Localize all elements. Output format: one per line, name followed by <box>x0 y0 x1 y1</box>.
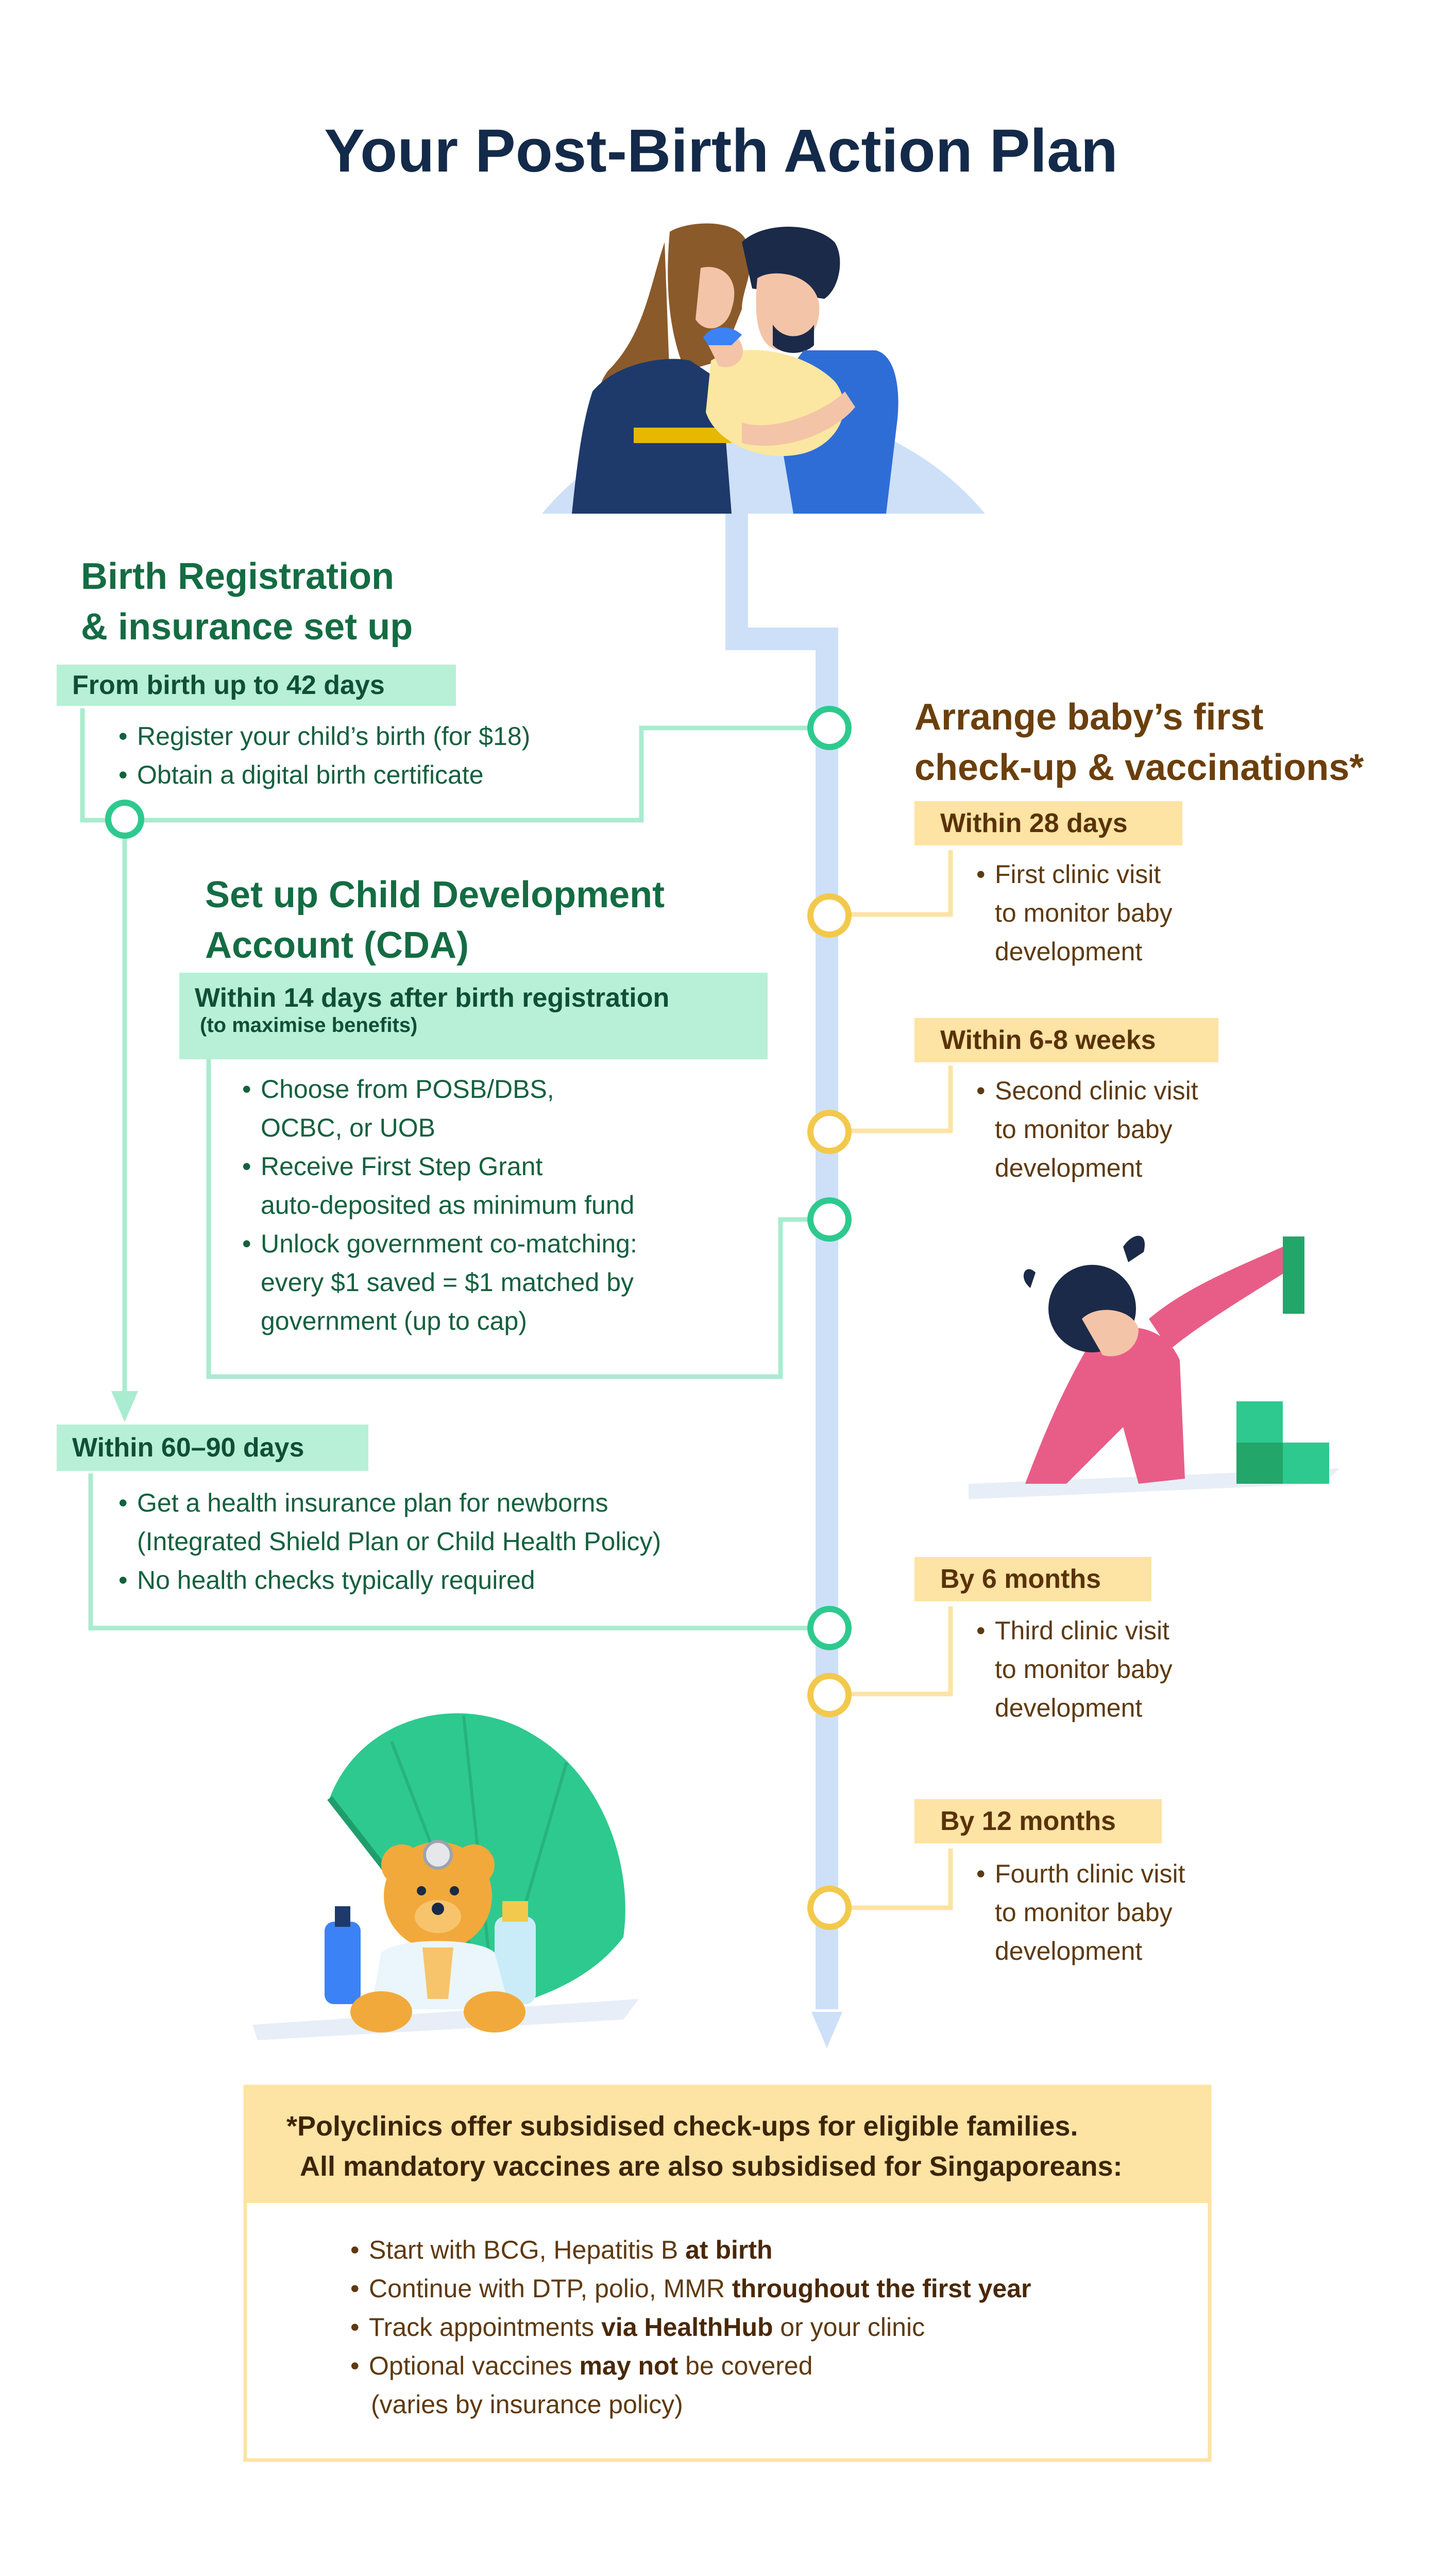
node-birth-box <box>108 803 141 836</box>
note-list <box>350 2231 1031 2424</box>
visit4-timing: By 12 months <box>914 1799 1162 1843</box>
insurance-timing: Within 60–90 days <box>57 1425 368 1471</box>
node-birth-registration <box>810 709 849 747</box>
list-item: • Third clinic visit to monitor baby development <box>976 1612 1173 1727</box>
list-item: • Unlock government co-matching: every $1 saved = $1 matched by government (up to cap) <box>242 1225 637 1341</box>
toddler-with-blocks-illustration <box>969 1236 1339 1499</box>
list-item: • Track appointments via HealthHub or your clinic <box>350 2308 1031 2347</box>
list-item: • Obtain a digital birth certificate <box>118 756 530 794</box>
birth-registration-list <box>118 717 530 794</box>
visit2-list <box>976 1072 1198 1188</box>
list-item: • Register your child’s birth (for $18) <box>118 717 530 756</box>
list-item: • Choose from POSB/DBS, OCBC, or UOB <box>242 1070 637 1147</box>
list-item: • Get a health insurance plan for newborns (Integrated Shield Plan or Child Health Policy) <box>118 1484 661 1561</box>
page-title: Your Post-Birth Action Plan <box>324 117 1118 185</box>
node-visit4 <box>810 1889 849 1927</box>
list-item: • Optional vaccines may not be covered (varies by insurance policy) <box>350 2347 1031 2424</box>
node-insurance <box>810 1609 849 1647</box>
visit1-list <box>976 855 1173 971</box>
node-visit3 <box>810 1676 849 1714</box>
visit3-list <box>976 1612 1173 1727</box>
note-heading: *Polyclinics offer subsidised check-ups for eligible families. All mandatory vaccines are also subsidised for Singaporeans: <box>245 2087 1210 2203</box>
visit3-timing: By 6 months <box>914 1557 1151 1601</box>
list-item: • Continue with DTP, polio, MMR throughout the first year <box>350 2269 1031 2308</box>
list-item: • Fourth clinic visit to monitor baby development <box>976 1855 1185 1971</box>
list-item: • Second clinic visit to monitor baby development <box>976 1072 1198 1188</box>
list-item: • Receive First Step Grant auto-deposited as minimum fund <box>242 1147 637 1225</box>
node-visit2 <box>810 1113 849 1151</box>
insurance-list <box>118 1484 661 1600</box>
visit2-timing: Within 6-8 weeks <box>914 1018 1218 1062</box>
timeline-arrow <box>811 2012 842 2048</box>
cda-heading: Set up Child Development Account (CDA) <box>205 874 665 966</box>
visit4-list <box>976 1855 1185 1971</box>
birth-registration-timing: From birth up to 42 days <box>57 665 456 706</box>
birth-registration-heading: Birth Registration & insurance set up <box>81 556 413 648</box>
node-visit1 <box>810 896 849 935</box>
cda-timing: Within 14 days after birth registration (to maximise benefits) <box>179 973 768 1059</box>
insurance-arrow <box>111 1391 138 1422</box>
list-item: • Start with BCG, Hepatitis B at birth <box>350 2231 1031 2269</box>
teddy-doctor-umbrella-illustration <box>252 1714 639 2040</box>
node-cda <box>810 1200 849 1239</box>
checkups-heading: Arrange baby’s first check-up & vaccinations* <box>914 697 1364 788</box>
cda-list <box>242 1070 637 1341</box>
list-item: • No health checks typically required <box>118 1561 661 1600</box>
list-item: • First clinic visit to monitor baby development <box>976 855 1173 971</box>
visit1-timing: Within 28 days <box>914 801 1182 845</box>
